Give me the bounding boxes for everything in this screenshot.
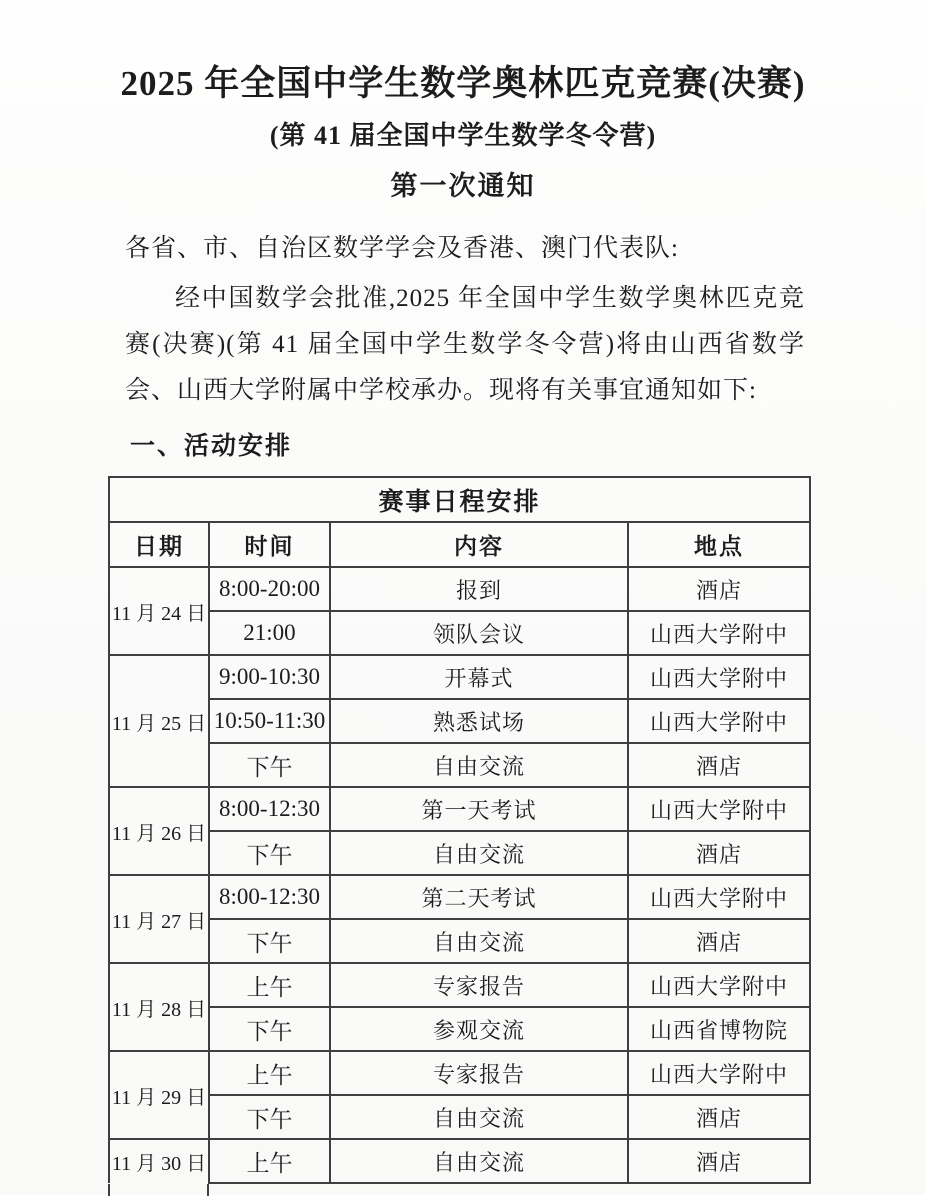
table-row <box>109 567 810 611</box>
column-header-location: 地点 <box>628 522 810 567</box>
schedule-table-body <box>109 567 810 1183</box>
time-cell: 上午 <box>209 1139 330 1183</box>
time-cell: 上午 <box>209 963 330 1007</box>
time-cell: 8:00-20:00 <box>209 567 330 611</box>
content-cell: 自由交流 <box>330 1139 628 1183</box>
location-cell: 山西大学附中 <box>628 1051 810 1095</box>
location-cell: 酒店 <box>628 1095 810 1139</box>
content-cell: 领队会议 <box>330 611 628 655</box>
content-cell: 自由交流 <box>330 1095 628 1139</box>
location-cell: 酒店 <box>628 831 810 875</box>
time-cell: 上午 <box>209 1051 330 1095</box>
date-cell: 11 月 26 日 <box>109 787 209 875</box>
table-header-row <box>109 522 810 567</box>
location-cell: 酒店 <box>628 919 810 963</box>
time-cell: 21:00 <box>209 611 330 655</box>
location-cell: 山西大学附中 <box>628 787 810 831</box>
time-cell: 8:00-12:30 <box>209 875 330 919</box>
content-cell: 第二天考试 <box>330 875 628 919</box>
location-cell: 酒店 <box>628 1139 810 1183</box>
content-cell: 第一天考试 <box>330 787 628 831</box>
time-cell: 9:00-10:30 <box>209 655 330 699</box>
table-row <box>109 1095 810 1139</box>
location-cell: 山西大学附中 <box>628 699 810 743</box>
table-row <box>109 787 810 831</box>
location-cell: 山西大学附中 <box>628 963 810 1007</box>
column-header-time: 时间 <box>209 522 330 567</box>
table-row <box>109 1007 810 1051</box>
content-cell: 报到 <box>330 567 628 611</box>
salutation: 各省、市、自治区数学学会及香港、澳门代表队: <box>125 235 679 262</box>
content-cell: 自由交流 <box>330 919 628 963</box>
location-cell: 酒店 <box>628 567 810 611</box>
table-row <box>109 699 810 743</box>
table-row <box>109 831 810 875</box>
document-body <box>0 230 926 1184</box>
content-cell: 专家报告 <box>330 1051 628 1095</box>
document-subtitle: (第 41 届全国中学生数学冬令营) <box>269 121 657 150</box>
location-cell: 山西省博物院 <box>628 1007 810 1051</box>
table-row <box>109 875 810 919</box>
document-title: 2025 年全国中学生数学奥林匹克竞赛(决赛) <box>120 64 806 103</box>
time-cell: 下午 <box>209 831 330 875</box>
content-cell: 自由交流 <box>330 743 628 787</box>
content-cell: 参观交流 <box>330 1007 628 1051</box>
content-cell: 专家报告 <box>330 963 628 1007</box>
content-cell: 熟悉试场 <box>330 699 628 743</box>
table-caption-row <box>109 477 810 522</box>
table-row <box>109 963 810 1007</box>
date-cell: 11 月 28 日 <box>109 963 209 1051</box>
time-cell: 下午 <box>209 1095 330 1139</box>
content-cell: 自由交流 <box>330 831 628 875</box>
location-cell: 山西大学附中 <box>628 611 810 655</box>
time-cell: 下午 <box>209 919 330 963</box>
location-cell: 山西大学附中 <box>628 875 810 919</box>
location-cell: 酒店 <box>628 743 810 787</box>
time-cell: 10:50-11:30 <box>209 699 330 743</box>
column-header-date: 日期 <box>109 522 209 567</box>
table-row <box>109 655 810 699</box>
date-cell: 11 月 24 日 <box>109 567 209 655</box>
date-cell: 11 月 25 日 <box>109 655 209 787</box>
table-row <box>109 1139 810 1183</box>
time-cell: 下午 <box>209 1007 330 1051</box>
table-row <box>109 1051 810 1095</box>
location-cell: 山西大学附中 <box>628 655 810 699</box>
content-cell: 开幕式 <box>330 655 628 699</box>
schedule-table <box>108 476 811 1184</box>
date-cell: 11 月 30 日 <box>109 1139 209 1183</box>
notice-heading: 第一次通知 <box>390 171 536 201</box>
table-border-stub-left <box>108 1184 110 1196</box>
table-caption: 赛事日程安排 <box>109 477 810 522</box>
section-heading: 一、活动安排 <box>130 433 293 460</box>
date-cell: 11 月 27 日 <box>109 875 209 963</box>
table-row <box>109 919 810 963</box>
time-cell: 下午 <box>209 743 330 787</box>
schedule-table-wrap <box>108 476 809 1184</box>
date-cell: 11 月 29 日 <box>109 1051 209 1139</box>
table-row <box>109 743 810 787</box>
column-header-content: 内容 <box>330 522 628 567</box>
table-border-stub-mid <box>207 1184 209 1196</box>
time-cell: 8:00-12:30 <box>209 787 330 831</box>
table-row <box>109 611 810 655</box>
body-paragraph: 经中国数学会批准,2025 年全国中学生数学奥林匹克竞赛(决赛)(第 41 届全国中学生数学冬令营)将由山西省数学会、山西大学附属中学校承办。现将有关事宜通知如下: <box>125 285 805 404</box>
